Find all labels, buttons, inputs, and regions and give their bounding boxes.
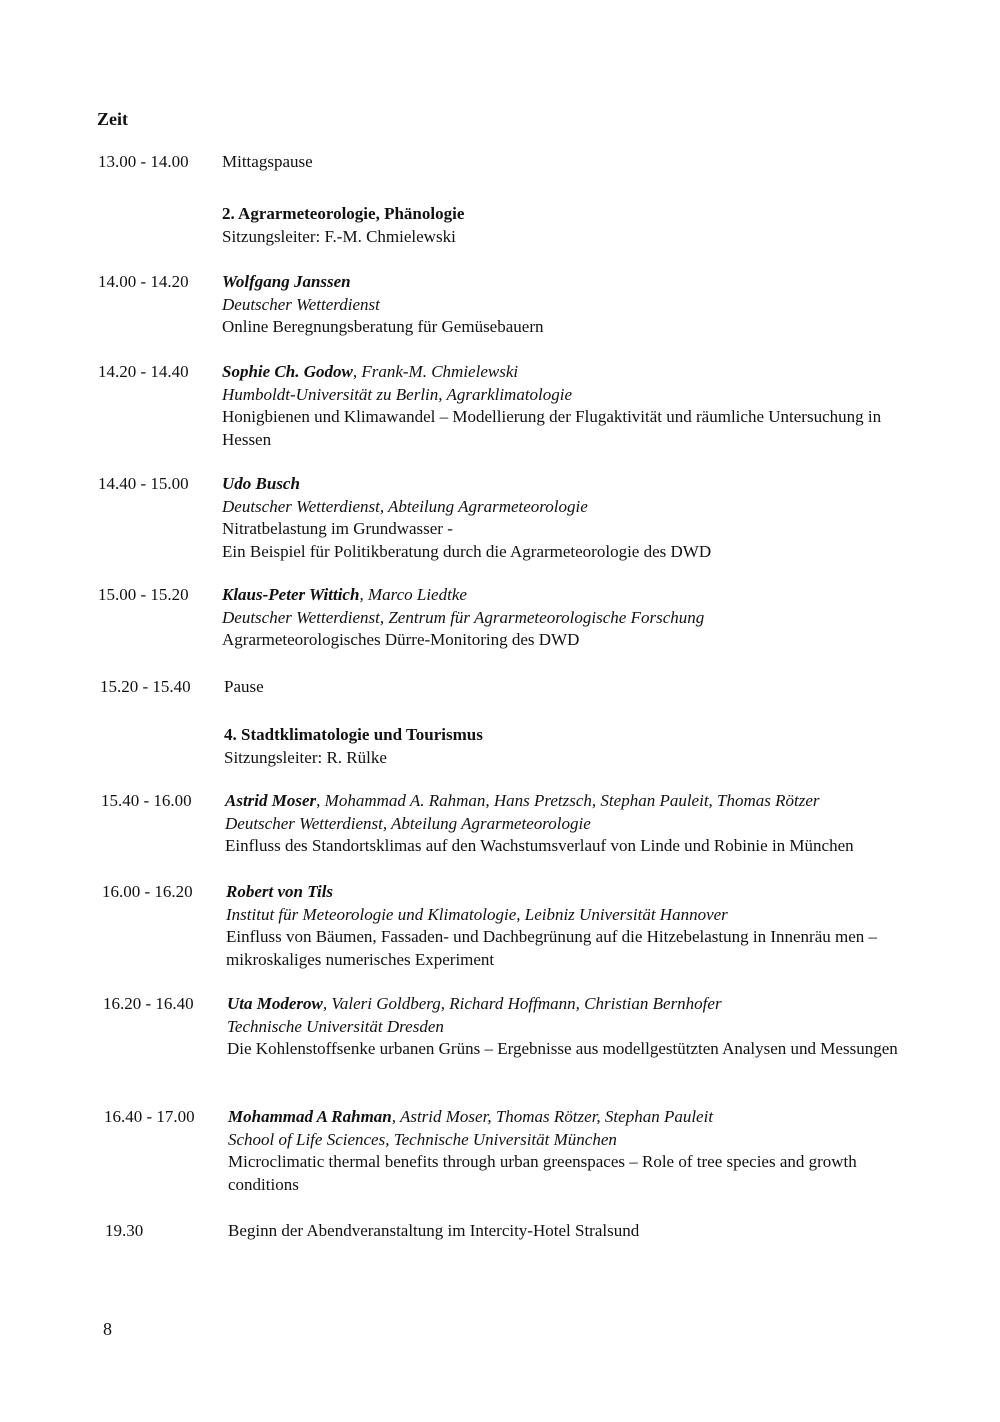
talk-title: Microclimatic thermal benefits through urban greenspaces – Role of tree species and growth conditions [228,1152,857,1194]
talk-title-line2: Ein Beispiel für Politikberatung durch die Agrarmeteorologie des DWD [222,541,712,561]
talk-title: Einfluss des Standortsklimas auf den Wachstumsverlauf von Linde und Robinie in München [225,836,854,855]
co-speakers: , Astrid Moser, Thomas Rötzer, Stephan Pauleit [391,1107,714,1126]
talk-title: Nitratbelastung im Grundwasser - [222,519,453,538]
lead-speaker: Sophie Ch. Godow [222,362,353,381]
entry-time: 15.20 - 15.40 [100,677,191,696]
zeit-heading: Zeit [97,109,128,129]
entry-text: Pause [224,677,264,696]
speakers [228,1106,928,1129]
session-chair: Sitzungsleiter: F.-M. Chmielewski [222,226,456,246]
institution: Deutscher Wetterdienst, Abteilung Agrarmeteorologie [225,813,591,833]
speakers [222,473,922,496]
talk-title: Agrarmeteorologisches Dürre-Monitoring des DWD [222,630,580,649]
entry-time: 16.00 - 16.20 [102,882,193,901]
entry-time: 14.00 - 14.20 [98,272,189,291]
institution: Humboldt-Universität zu Berlin, Agrarklimatologie [222,384,573,404]
talk-title: Einfluss von Bäumen, Fassaden- und Dachbegrünung auf die Hitzebelastung in Innenräu men – mikroskaliges numerisches Experiment [226,927,878,969]
entry-time: 13.00 - 14.00 [98,152,189,171]
speakers [222,271,922,294]
speakers [227,993,907,1016]
session-title: 2. Agrarmeteorologie, Phänologie [222,204,465,223]
entry-time: 14.20 - 14.40 [98,362,189,381]
entry-time: 16.40 - 17.00 [104,1107,195,1126]
talk-title: Online Beregnungsberatung für Gemüsebauern [222,317,544,336]
entry-time: 15.00 - 15.20 [98,585,189,604]
page-number: 8 [103,1319,112,1339]
lead-speaker: Uta Moderow [227,994,323,1013]
entry-time: 15.40 - 16.00 [101,791,192,810]
entry-text: Beginn der Abendveranstaltung im Intercity-Hotel Stralsund [228,1221,640,1240]
co-speakers: , Valeri Goldberg, Richard Hoffmann, Christian Bernhofer [322,994,722,1013]
lead-speaker: Robert von Tils [226,882,334,901]
co-speakers: , Marco Liedtke [359,585,467,604]
entry-time: 14.40 - 15.00 [98,474,189,493]
institution: Deutscher Wetterdienst, Zentrum für Agrarmeteorologische Forschung [222,607,705,627]
speakers [225,790,945,813]
session-title: 4. Stadtklimatologie und Tourismus [224,725,483,744]
talk-title: Die Kohlenstoffsenke urbanen Grüns – Ergebnisse aus modellgestützten Analysen und Messungen [227,1039,898,1058]
lead-speaker: Astrid Moser [225,791,317,810]
session-chair: Sitzungsleiter: R. Rülke [224,747,387,767]
entry-time: 19.30 [105,1221,144,1240]
speakers [222,361,882,384]
speakers [222,584,922,607]
institution: Deutscher Wetterdienst, Abteilung Agrarmeteorologie [222,496,588,516]
lead-speaker: Udo Busch [222,474,300,493]
speakers [226,881,906,904]
lead-speaker: Klaus-Peter Wittich [222,585,360,604]
institution: Deutscher Wetterdienst [222,294,380,314]
institution: Technische Universität Dresden [227,1016,444,1036]
entry-time: 16.20 - 16.40 [103,994,194,1013]
co-speakers: , Frank-M. Chmielewski [352,362,519,381]
lead-speaker: Mohammad A Rahman [228,1107,392,1126]
institution: School of Life Sciences, Technische Universität München [228,1129,617,1149]
co-speakers: , Mohammad A. Rahman, Hans Pretzsch, Stephan Pauleit, Thomas Rötzer [316,791,820,810]
institution: Institut für Meteorologie und Klimatologie, Leibniz Universität Hannover [226,904,728,924]
entry-text: Mittagspause [222,152,313,171]
lead-speaker: Wolfgang Janssen [222,272,351,291]
talk-title: Honigbienen und Klimawandel – Modellierung der Flugaktivität und räumliche Untersuchung in Hessen [222,407,882,449]
